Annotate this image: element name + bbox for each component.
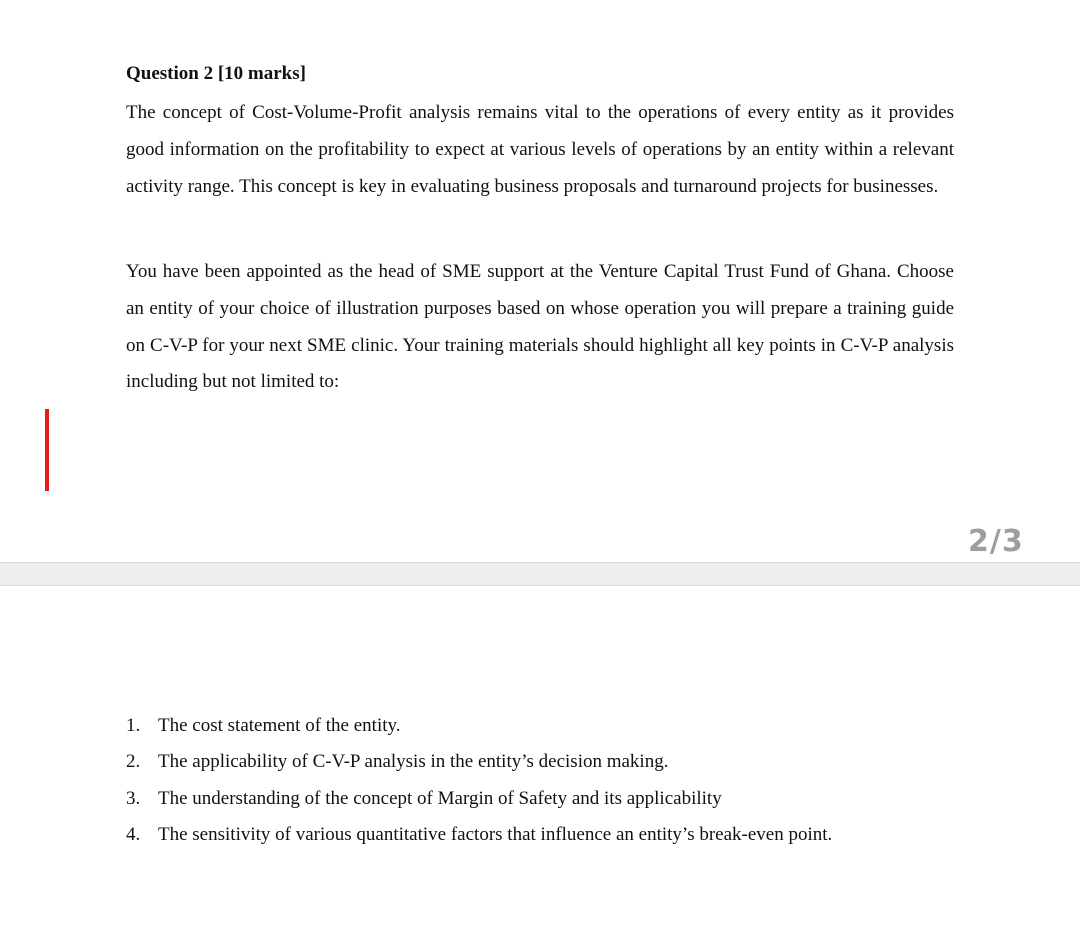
- task-paragraph: You have been appointed as the head of SME support at the Venture Capital Trust Fund of Ghana. Choose an entity of your choice of illustration purposes based on whose operation you will prepare a training guide on C-V-P for your next SME clinic. Your training materials should highlight all key points in C-V-P analysis including but not limited to:: [126, 261, 954, 393]
- list-item-number: 2.: [126, 751, 141, 773]
- list-item-number: 3.: [126, 787, 141, 809]
- list-item: [126, 817, 832, 853]
- requirements-list: [126, 708, 832, 853]
- question-title: Question 2 [10 marks]: [126, 63, 306, 84]
- list-item: [126, 708, 832, 744]
- list-item-text: The understanding of the concept of Margin of Safety and its applicability: [158, 787, 722, 809]
- text-cursor: [45, 409, 49, 491]
- list-item-text: The cost statement of the entity.: [158, 715, 401, 736]
- list-item-text: The sensitivity of various quantitative factors that influence an entity’s break-even point.: [158, 823, 833, 845]
- list-item-number: 4.: [126, 823, 141, 845]
- intro-paragraph: The concept of Cost-Volume-Profit analysis remains vital to the operations of every entity as it provides good information on the profitability to expect at various levels of operations by an entity within a relevant activity range. This concept is key in evaluating business proposals and turnaround projects for businesses.: [126, 102, 954, 197]
- list-item-number: 1.: [126, 715, 141, 736]
- list-item: [126, 744, 832, 780]
- page-separator: [0, 562, 1080, 586]
- list-item: [126, 781, 832, 817]
- page-indicator: 2/3: [968, 524, 1024, 559]
- list-item-text: The applicability of C-V-P analysis in the entity’s decision making.: [158, 751, 669, 773]
